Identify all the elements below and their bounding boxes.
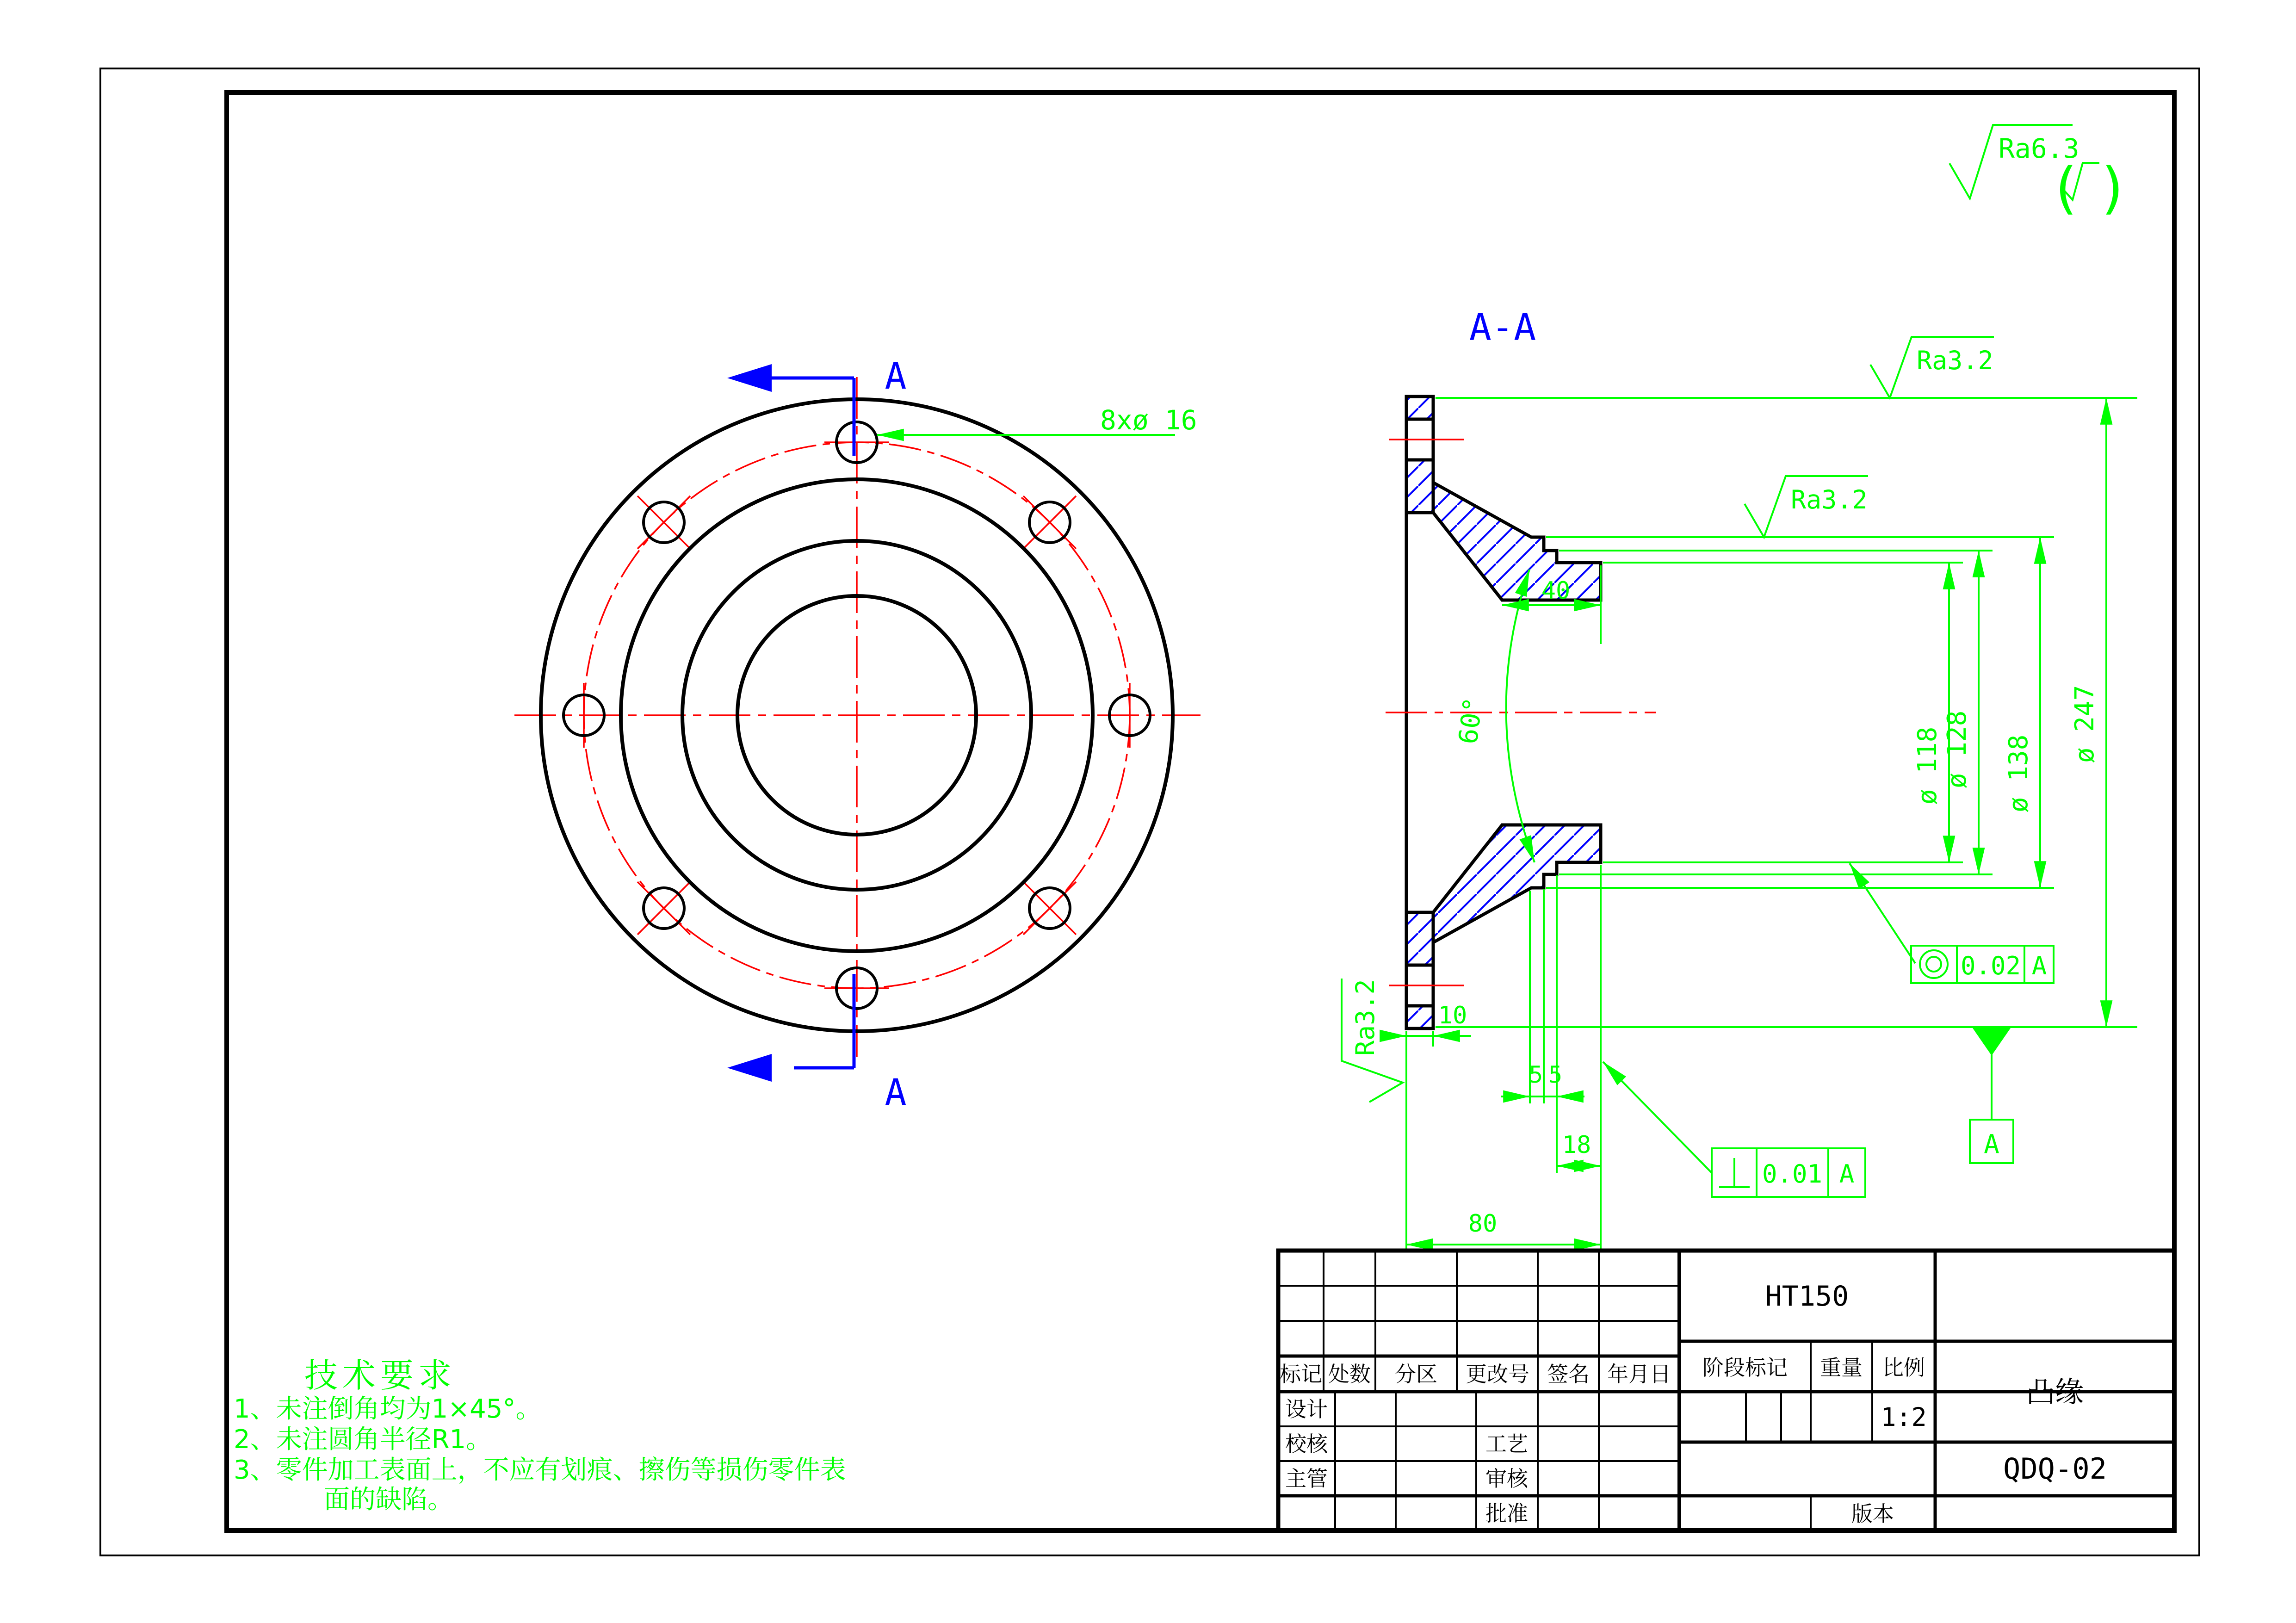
perpendicularity-frame [1603,1062,1865,1197]
hole-callout-text: 8xø 16 [1100,404,1197,436]
col-date: 年月日 [1607,1362,1671,1387]
drawing-number: QDQ-02 [2003,1452,2107,1486]
datum-triangle-icon [1973,1027,2010,1054]
concentricity-value: 0.02 [1960,951,2021,980]
role-process: 工艺 [1485,1431,1528,1456]
section-centerlines [1386,440,1656,985]
gdt-frames [1603,863,2054,1197]
tech-req-line1: 1、未注倒角均为1×45°。 [234,1394,542,1424]
scale-label: 比例 [1882,1355,1925,1380]
role-design: 设计 [1285,1397,1328,1422]
dim-80: 80 [1468,1210,1498,1238]
col-count: 处数 [1328,1362,1371,1387]
section-letter-top: A [885,356,907,397]
weight-label: 重量 [1820,1355,1863,1380]
tech-req-line3: 3、零件加工表面上，不应有划痕、擦伤等损伤零件表 [234,1455,846,1485]
hole-callout [877,404,1197,436]
technical-requirements [234,1356,846,1515]
section-view-label: A-A [1469,306,1536,349]
dim-40: 40 [1541,577,1571,605]
section-arrow-top-icon [727,364,772,392]
section-arrow-bottom-icon [727,1054,772,1082]
part-name: 凸缘 [2026,1375,2084,1409]
roughness-rotated-icon [1342,979,1403,1102]
datum-letter: A [1984,1129,1999,1159]
col-change: 更改号 [1466,1362,1529,1387]
dim-118: ø 118 [1912,726,1943,805]
perpendicularity-datum: A [1839,1159,1855,1189]
roughness-global-text: Ra6.3 [1999,133,2079,164]
tech-req-line2: 2、未注圆角半径R1。 [234,1425,492,1455]
scale-value: 1:2 [1881,1402,1927,1432]
version-label: 版本 [1851,1501,1894,1526]
dim-5b: 5 [1548,1061,1563,1088]
datum-marker [1970,1027,2013,1163]
tech-req-line4: 面的缺陷。 [324,1485,453,1515]
role-review: 审核 [1485,1466,1528,1491]
stage-mark-label: 阶段标记 [1702,1355,1788,1380]
dim-138: ø 138 [2004,734,2034,813]
role-approve: 批准 [1485,1501,1528,1526]
col-mark: 标记 [1280,1362,1322,1387]
dimension-texts [1438,577,2100,1238]
roughness-icon [1745,476,1868,537]
paren-close: ) [2097,156,2130,221]
roughness-icon [1870,337,1994,398]
inner-frame [227,93,2174,1530]
outer-border [100,68,2199,1555]
role-check: 校核 [1285,1431,1328,1456]
dim-128: ø 128 [1942,710,1972,789]
angle-arc [1506,570,1535,862]
section-view [1342,125,2137,1251]
dim-247: ø 247 [2070,685,2100,763]
title-block [1278,1251,2174,1530]
col-sign: 签名 [1547,1362,1590,1387]
title-block-texts [1280,1280,2107,1526]
sheet-borders [100,68,2199,1555]
dim-60: 60° [1453,695,1489,746]
concentricity-datum: A [2031,951,2047,980]
roughness-paren-group [2048,156,2130,221]
dim-10: 10 [1438,1002,1467,1029]
roughness-mid-text: Ra3.2 [1791,485,1868,514]
col-zone: 分区 [1395,1362,1437,1387]
material: HT150 [1765,1280,1849,1313]
paren-open: ( [2048,156,2082,221]
upper-cone-hub-section [1433,483,1601,600]
perpendicularity-value: 0.01 [1762,1159,1823,1189]
concentricity-frame [1850,863,2054,983]
front-view [514,356,1201,1114]
lower-cone-hub-section [1433,825,1601,942]
roughness-left-text: Ra3.2 [1350,979,1380,1056]
section-letter-bottom: A [885,1072,907,1114]
role-supervisor: 主管 [1285,1466,1328,1491]
concentricity-icon [1920,950,1948,978]
tech-req-title: 技术要求 [304,1356,457,1395]
perpendicularity-icon [1719,1158,1750,1187]
dim-18: 18 [1562,1131,1591,1159]
dim-5a: 5 [1529,1061,1543,1088]
roughness-top-text: Ra3.2 [1917,346,1993,375]
section-cut-markers [727,356,906,1114]
